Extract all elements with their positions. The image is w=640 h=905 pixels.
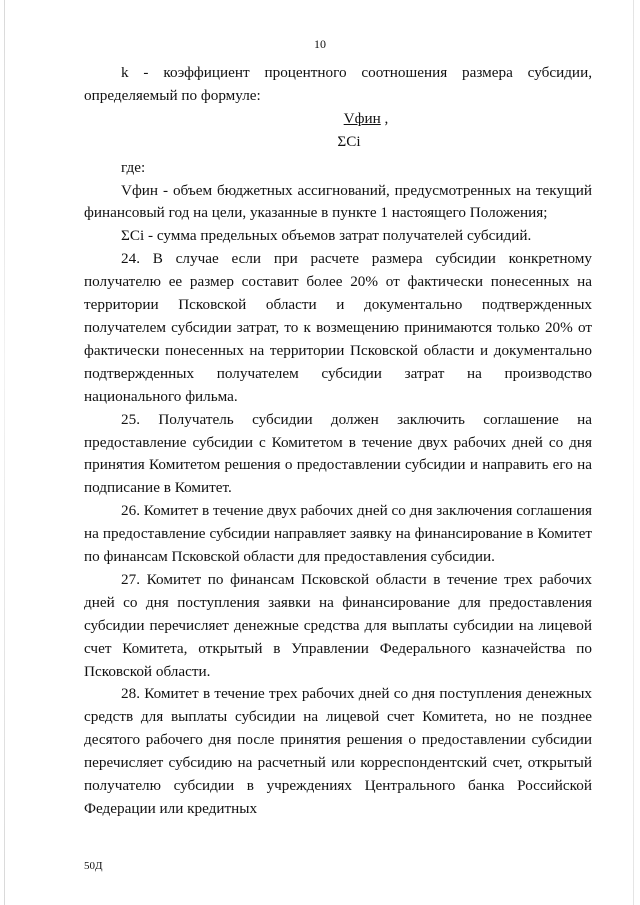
- formula-numerator-line: [84, 108, 592, 131]
- footer-code: 50Д: [84, 860, 103, 872]
- paragraph-sci-definition: ΣCi - сумма предельных объемов затрат получателей субсидий.: [121, 227, 532, 245]
- scan-edge-left: [4, 0, 5, 905]
- document-body: [84, 62, 592, 821]
- page-number: 10: [314, 37, 326, 51]
- paragraph-28: 28. Комитет в течение трех рабочих дней со дня поступления денежных средств для выплаты субсидии на лицевой счет Комитета, но не позднее десятого рабочего дня после принятия решения о предоставлении субсидии перечисляет субсидию на расчетный или корреспондентский счет, открытый получателю субсидии в учреждениях Центрального банка Российской Федерации или кредитных: [84, 685, 592, 817]
- paragraph-k-definition: k - коэффициент процентного соотношения размера субсидии, определяемый по формуле:: [84, 64, 592, 104]
- paragraph-24: 24. В случае если при расчете размера субсидии конкретному получателю ее размер составит более 20% от фактически понесенных на территории Псковской области и документально подтвержденных получателем субсидии затрат, то к возмещению принимаются только 20% от фактически понесенных на территории Псковской области и документально подтвержденных получателем субсидии затрат на производство национального фильма.: [84, 250, 592, 405]
- paragraph-26: 26. Комитет в течение двух рабочих дней со дня заключения соглашения на предоставление субсидии направляет заявку на финансирование в Комитет по финансам Псковской области для предоставления субсидии.: [84, 502, 592, 566]
- formula-numerator-suffix: ,: [380, 109, 389, 127]
- paragraph-vfin-definition: Vфин - объем бюджетных ассигнований, предусмотренных на текущий финансовый год на цели, указанные в пункте 1 настоящего Положения;: [84, 181, 592, 222]
- paragraph-where: где:: [121, 158, 146, 176]
- formula-numerator: Vфин: [343, 109, 381, 127]
- paragraph-25: 25. Получатель субсидии должен заключить соглашение на предоставление субсидии с Комитетом в течение двух рабочих дней со дня принятия Комитетом решения о предоставлении субсидии и направить его на подписание в Комитет.: [84, 410, 592, 497]
- formula-denominator-line: [84, 131, 592, 154]
- paragraph-27: 27. Комитет по финансам Псковской области в течение трех рабочих дней со дня поступления заявки на финансирование для предоставления субсидии перечисляет денежные средства для выплаты субсидии на лицевой счет Комитета, открытый в Управлении Федерального казначейства по Псковской области.: [84, 570, 592, 680]
- scan-edge-right: [633, 0, 634, 905]
- formula: [84, 108, 592, 154]
- formula-denominator: ΣCi: [337, 132, 361, 150]
